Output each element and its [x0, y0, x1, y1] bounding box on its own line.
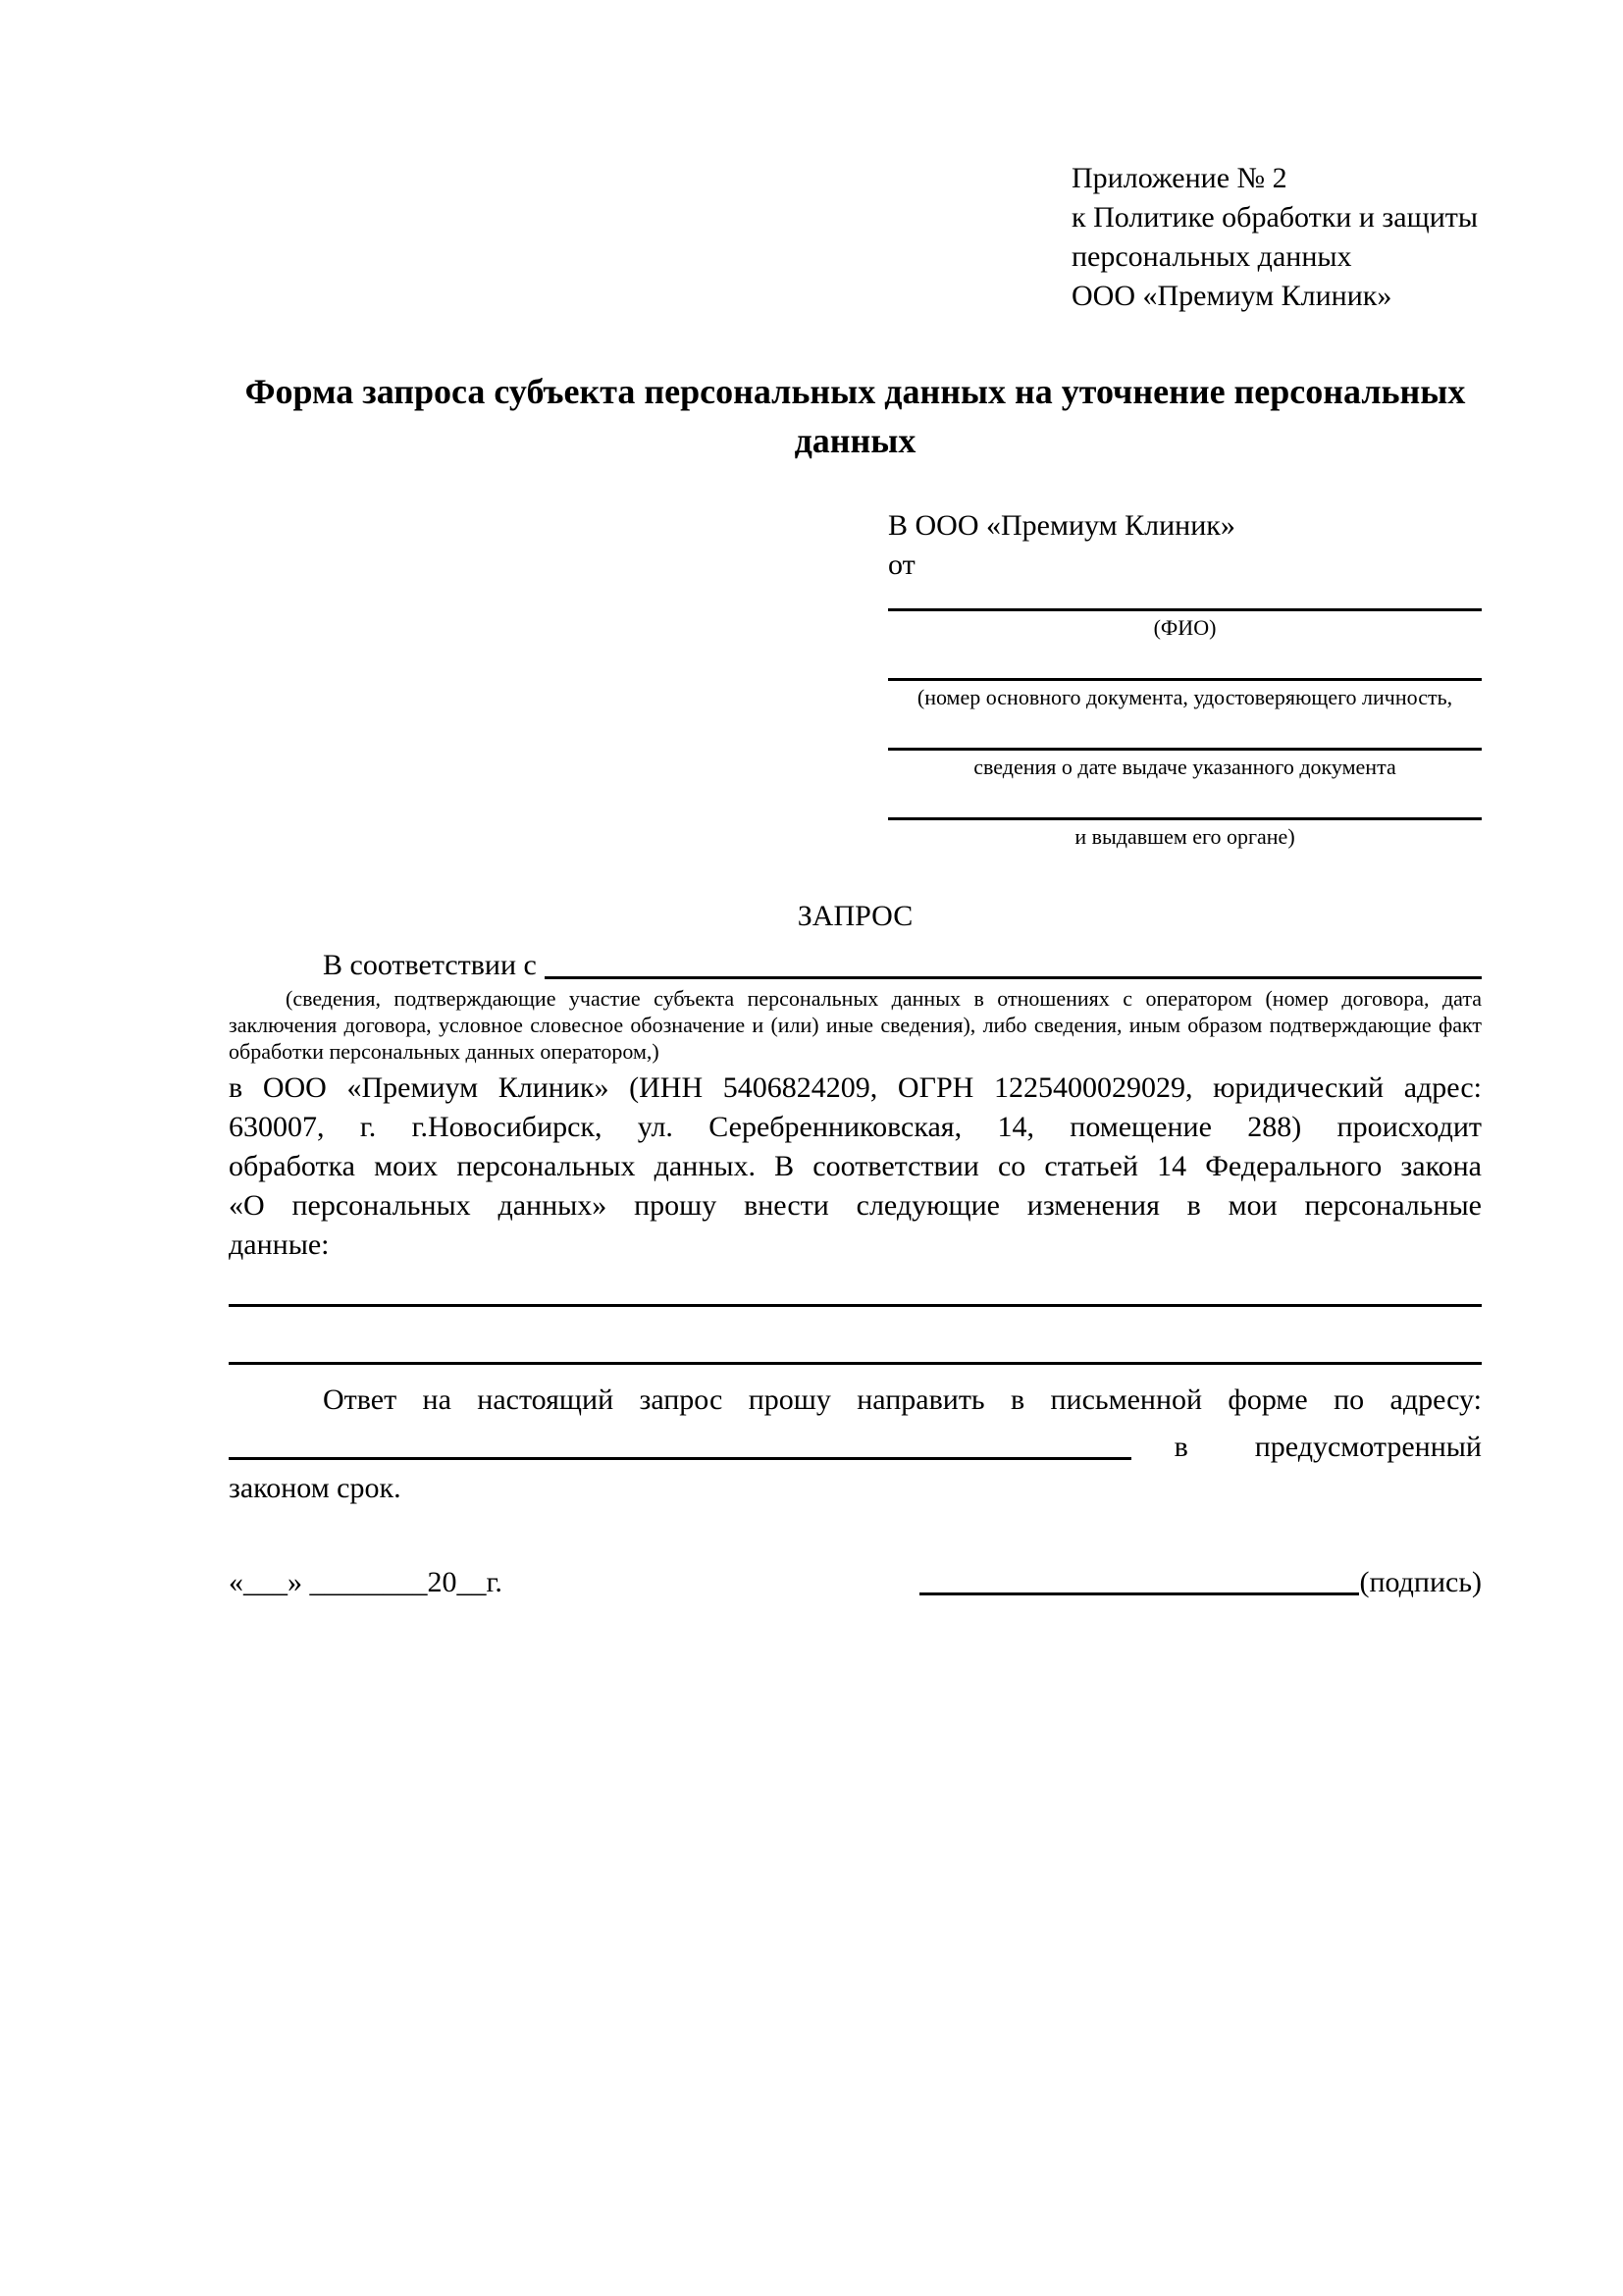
- appendix-block: [1072, 159, 1482, 316]
- document-title: Форма запроса субъекта персональных данных на уточнение персональных данных: [244, 372, 1466, 460]
- document-number-field: [888, 678, 1482, 710]
- response-text: Ответ на настоящий запрос прошу направить в письменной форме по адресу:: [323, 1383, 1482, 1416]
- body-line: данные:: [229, 1228, 330, 1261]
- accordance-label: В соответствии с: [323, 949, 537, 981]
- appendix-line: ООО «Премиум Клиник»: [1072, 280, 1392, 312]
- response-word: предусмотренный: [1254, 1431, 1482, 1463]
- fio-field: [888, 608, 1482, 641]
- body-line: «О персональных данных» прошу внести следующие изменения в мои персональные: [229, 1189, 1482, 1222]
- issuing-authority-field: [888, 817, 1482, 850]
- issue-date-field: [888, 748, 1482, 780]
- appendix-line: к Политике обработки и защиты: [1072, 201, 1479, 234]
- appendix-line: персональных данных: [1072, 240, 1352, 273]
- body-line: 630007, г. г.Новосибирск, ул. Серебренниковская, 14, помещение 288) происходит: [229, 1111, 1482, 1143]
- body-line: обработка моих персональных данных. В соответствии со статьей 14 Федерального закона: [229, 1150, 1482, 1182]
- response-word: в: [1174, 1431, 1188, 1463]
- accordance-field-line: [545, 976, 1482, 979]
- fine-print-line: заключения договора, условное словесное обозначение и (или) иные сведения), либо сведения, иным образом подтверждающие факт: [229, 1013, 1482, 1037]
- response-text-end: законом срок.: [229, 1472, 401, 1504]
- signature-field-line: [919, 1592, 1359, 1595]
- addressee-organization: В ООО «Премиум Клиник»: [888, 509, 1235, 542]
- fio-field-caption: (ФИО): [1153, 615, 1217, 640]
- issuing-authority-field-caption: и выдавшем его органе): [1074, 824, 1295, 849]
- changes-field-line-1: [229, 1304, 1482, 1307]
- appendix-line: Приложение № 2: [1072, 162, 1287, 194]
- fine-print-block: [229, 985, 1482, 1065]
- date-signature-row: [229, 1563, 1482, 1602]
- request-heading: ЗАПРОС: [797, 900, 914, 932]
- signature-field: [919, 1563, 1482, 1602]
- response-paragraph: [229, 1381, 1482, 1508]
- fine-print-line: (сведения, подтверждающие участие субъекта персональных данных в отношениях с оператором (номер договора, дата: [286, 986, 1482, 1011]
- accordance-line: [229, 946, 1482, 985]
- signature-caption: (подпись): [1359, 1566, 1482, 1598]
- document-number-field-caption: (номер основного документа, удостоверяющего личность,: [916, 685, 1453, 709]
- response-address-row: [229, 1428, 1482, 1467]
- addressee-block: [888, 506, 1482, 850]
- body-paragraph: [229, 1069, 1482, 1265]
- from-label: от: [888, 548, 916, 581]
- body-line: в ООО «Премиум Клиник» (ИНН 5406824209, ОГРН 1225400029029, юридический адрес:: [229, 1071, 1482, 1104]
- date-field: «___» ________20__г.: [229, 1566, 502, 1598]
- changes-field-line-2: [229, 1362, 1482, 1365]
- issue-date-field-caption: сведения о дате выдаче указанного документа: [973, 755, 1396, 779]
- address-field-line: [229, 1457, 1131, 1460]
- fine-print-line: обработки персональных данных оператором,): [229, 1039, 659, 1064]
